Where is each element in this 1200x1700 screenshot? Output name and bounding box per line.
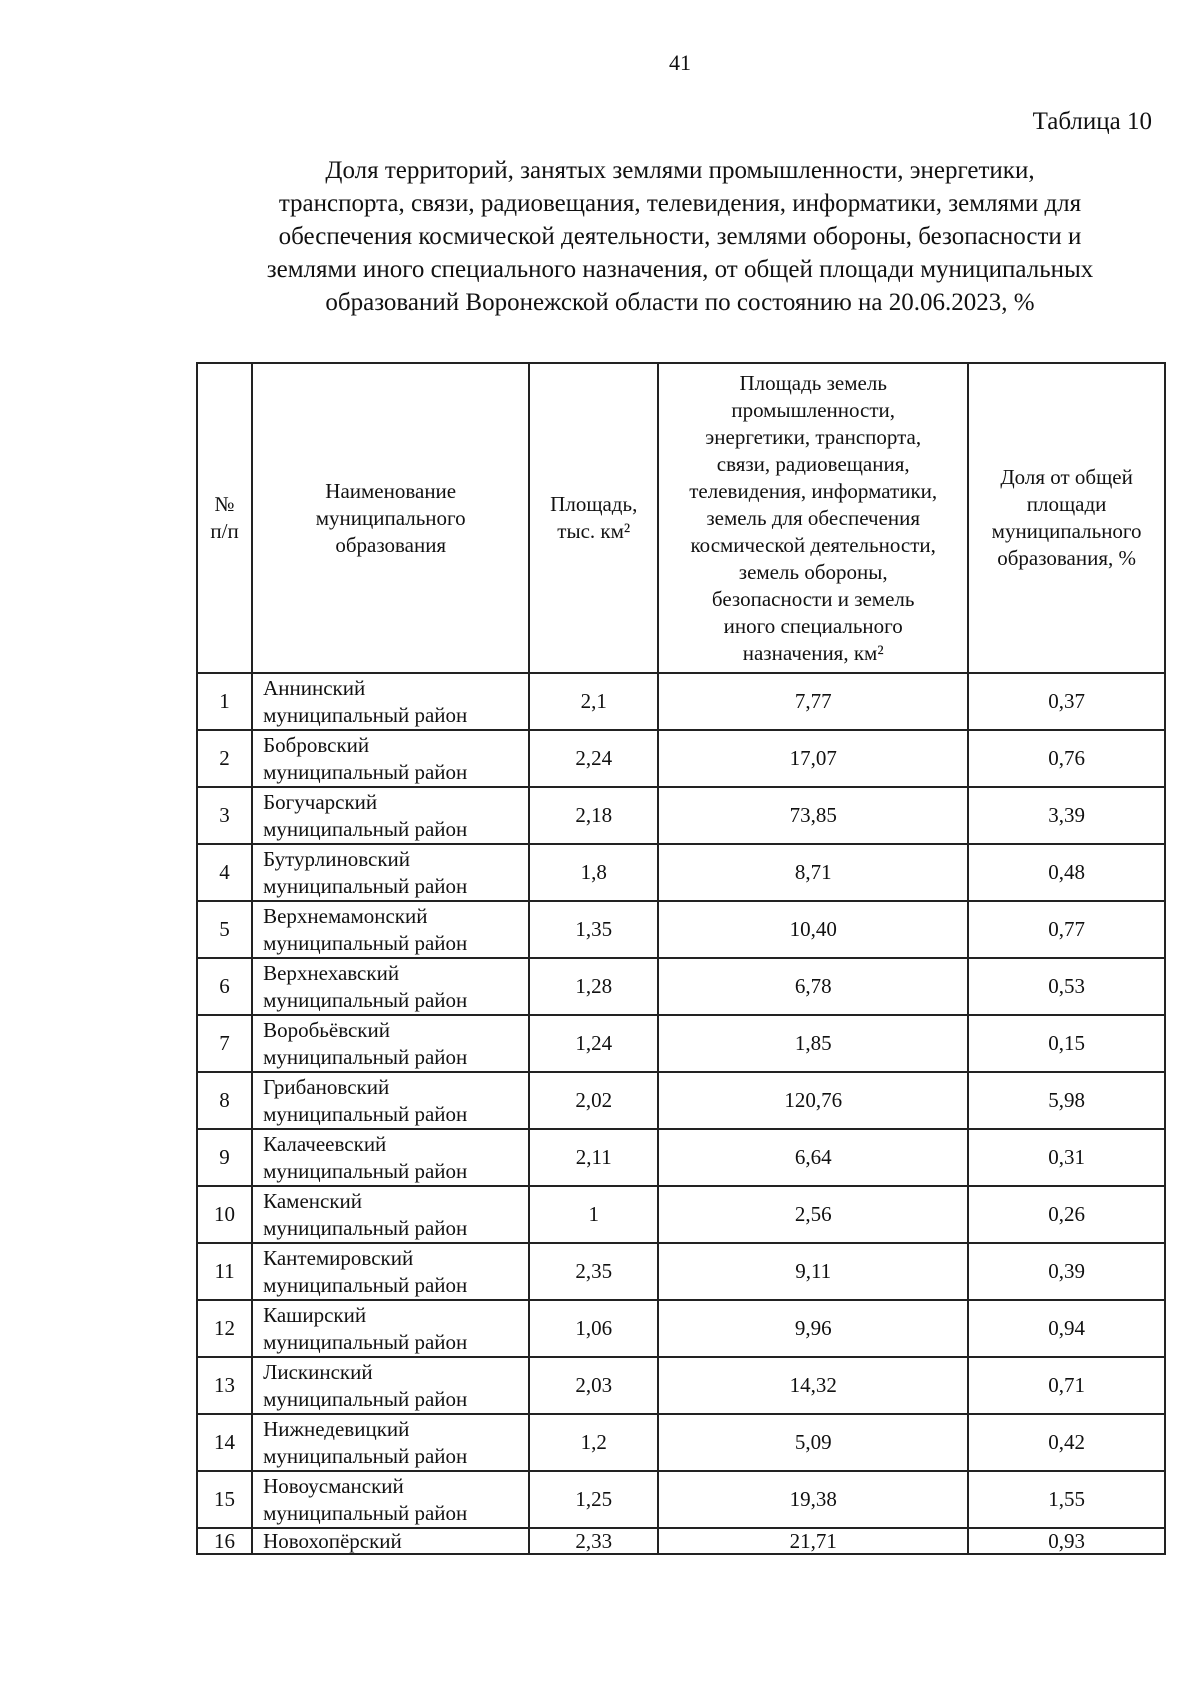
cell-share: 1,55 (968, 1471, 1165, 1528)
cell-area: 2,33 (529, 1528, 658, 1554)
district-type: муниципальный район (263, 1272, 468, 1297)
cell-area: 1 (529, 1186, 658, 1243)
cell-area: 2,11 (529, 1129, 658, 1186)
cell-area: 1,25 (529, 1471, 658, 1528)
cell-share: 0,77 (968, 901, 1165, 958)
cell-num: 4 (197, 844, 252, 901)
cell-land-area: 21,71 (658, 1528, 968, 1554)
cell-name (252, 1357, 529, 1414)
district-type: муниципальный район (263, 930, 468, 955)
cell-share: 0,26 (968, 1186, 1165, 1243)
header-text: п/п (210, 519, 239, 543)
header-text: космической деятельности, (690, 532, 936, 557)
cell-land-area: 7,77 (658, 673, 968, 730)
cell-name (252, 673, 529, 730)
header-text: телевидения, информатики, (689, 478, 938, 503)
cell-area: 1,35 (529, 901, 658, 958)
title-line: образований Воронежской области по состоянию на 20.06.2023, % (325, 289, 1035, 316)
district-type: муниципальный район (263, 1500, 468, 1525)
cell-land-area: 6,78 (658, 958, 968, 1015)
cell-share: 0,76 (968, 730, 1165, 787)
cell-num: 13 (197, 1357, 252, 1414)
title-line: Доля территорий, занятых землями промышленности, энергетики, (325, 157, 1035, 184)
cell-share: 0,94 (968, 1300, 1165, 1357)
cell-name (252, 844, 529, 901)
table-row (197, 901, 1165, 958)
header-text: Площадь земель (739, 370, 887, 395)
district-type: муниципальный район (263, 816, 468, 841)
table-row (197, 1015, 1165, 1072)
district-name: Аннинский (263, 675, 366, 700)
cell-land-area: 2,56 (658, 1186, 968, 1243)
district-name: Бобровский (263, 732, 370, 757)
district-type: муниципальный район (263, 1101, 468, 1126)
cell-num: 5 (197, 901, 252, 958)
cell-name (252, 1471, 529, 1528)
cell-share: 0,71 (968, 1357, 1165, 1414)
district-name: Воробьёвский (263, 1017, 390, 1042)
table-row (197, 673, 1165, 730)
header-land-area (658, 363, 968, 673)
header-text: площади (1026, 492, 1107, 516)
cell-share: 0,15 (968, 1015, 1165, 1072)
header-text: назначения, км² (742, 640, 884, 665)
cell-land-area: 8,71 (658, 844, 968, 901)
cell-num: 3 (197, 787, 252, 844)
cell-area: 1,24 (529, 1015, 658, 1072)
cell-area: 1,8 (529, 844, 658, 901)
cell-name (252, 1414, 529, 1471)
cell-num: 11 (197, 1243, 252, 1300)
district-type: муниципальный район (263, 1386, 468, 1411)
table-row (197, 1129, 1165, 1186)
table-row (197, 730, 1165, 787)
cell-num: 8 (197, 1072, 252, 1129)
table-row (197, 1414, 1165, 1471)
cell-share: 0,42 (968, 1414, 1165, 1471)
cell-name (252, 1015, 529, 1072)
district-type: муниципальный район (263, 702, 468, 727)
district-name: Нижнедевицкий (263, 1416, 410, 1441)
district-name: Верхнемамонский (263, 903, 428, 928)
cell-area: 2,02 (529, 1072, 658, 1129)
header-text: иного специального (723, 613, 903, 638)
cell-num: 1 (197, 673, 252, 730)
cell-num: 10 (197, 1186, 252, 1243)
table-row (197, 958, 1165, 1015)
cell-land-area: 1,85 (658, 1015, 968, 1072)
cell-num: 12 (197, 1300, 252, 1357)
title-line: транспорта, связи, радиовещания, телевидения, информатики, землями для (278, 190, 1082, 217)
header-text: энергетики, транспорта, (705, 424, 922, 449)
header-text: безопасности и земель (711, 586, 915, 611)
table-row (197, 1300, 1165, 1357)
district-type: муниципальный район (263, 987, 468, 1012)
cell-land-area: 9,96 (658, 1300, 968, 1357)
cell-num: 16 (197, 1528, 252, 1554)
district-name: Верхнехавский (263, 960, 400, 985)
cell-area: 1,06 (529, 1300, 658, 1357)
cell-name (252, 1186, 529, 1243)
cell-num: 6 (197, 958, 252, 1015)
header-text: связи, радиовещания, (716, 451, 910, 476)
header-name (252, 363, 529, 673)
header-text: Доля от общей (1000, 465, 1133, 489)
page-number: 41 (669, 50, 691, 75)
cell-land-area: 9,11 (658, 1243, 968, 1300)
district-name: Новохопёрский (263, 1529, 402, 1553)
district-type: муниципальный район (263, 1044, 468, 1069)
header-text: промышленности, (731, 397, 896, 422)
cell-name (252, 1243, 529, 1300)
district-name: Кантемировский (263, 1245, 414, 1270)
title-line: обеспечения космической деятельности, землями обороны, безопасности и (278, 223, 1082, 250)
header-text: образования (335, 532, 447, 557)
table-row (197, 1072, 1165, 1129)
district-name: Каширский (263, 1302, 367, 1327)
cell-area: 1,28 (529, 958, 658, 1015)
cell-land-area: 19,38 (658, 1471, 968, 1528)
cell-name (252, 730, 529, 787)
cell-area: 2,35 (529, 1243, 658, 1300)
cell-name (252, 787, 529, 844)
header-text: образования, % (997, 546, 1136, 570)
cell-land-area: 17,07 (658, 730, 968, 787)
header-text: тыс. км² (557, 519, 631, 543)
table-row (197, 787, 1165, 844)
header-num (197, 363, 252, 673)
cell-land-area: 14,32 (658, 1357, 968, 1414)
table-label: Таблица 10 (1032, 108, 1152, 135)
header-area (529, 363, 658, 673)
land-share-table (196, 362, 1166, 1555)
district-name: Новоусманский (263, 1473, 404, 1498)
document-title (190, 154, 1170, 319)
district-type: муниципальный район (263, 759, 468, 784)
cell-name (252, 958, 529, 1015)
cell-num: 2 (197, 730, 252, 787)
table-row (197, 1357, 1165, 1414)
header-text: муниципального (315, 505, 466, 530)
cell-land-area: 10,40 (658, 901, 968, 958)
cell-share: 0,93 (968, 1528, 1165, 1554)
cell-share: 5,98 (968, 1072, 1165, 1129)
district-name: Грибановский (263, 1074, 390, 1099)
header-text: Наименование (325, 478, 457, 503)
table-row (197, 1243, 1165, 1300)
cell-land-area: 73,85 (658, 787, 968, 844)
cell-share: 0,37 (968, 673, 1165, 730)
cell-num: 9 (197, 1129, 252, 1186)
title-line: землями иного специального назначения, от общей площади муниципальных (266, 256, 1094, 283)
table-row (197, 844, 1165, 901)
cell-share: 3,39 (968, 787, 1165, 844)
district-type: муниципальный район (263, 1443, 468, 1468)
district-name: Каменский (263, 1188, 363, 1213)
cell-name (252, 1072, 529, 1129)
district-name: Калачеевский (263, 1131, 387, 1156)
header-text: № (214, 492, 235, 516)
district-type: муниципальный район (263, 1158, 468, 1183)
cell-name (252, 1528, 529, 1554)
cell-share: 0,48 (968, 844, 1165, 901)
cell-name (252, 1300, 529, 1357)
district-name: Лискинский (263, 1359, 373, 1384)
table-row (197, 1186, 1165, 1243)
table-body (197, 673, 1165, 1554)
district-name: Богучарский (263, 789, 378, 814)
district-type: муниципальный район (263, 1215, 468, 1240)
cell-share: 0,31 (968, 1129, 1165, 1186)
cell-num: 15 (197, 1471, 252, 1528)
cell-area: 2,1 (529, 673, 658, 730)
table-header-row (197, 363, 1165, 673)
cell-num: 7 (197, 1015, 252, 1072)
district-type: муниципальный район (263, 873, 468, 898)
table-row (197, 1528, 1165, 1554)
cell-num: 14 (197, 1414, 252, 1471)
district-name: Бутурлиновский (263, 846, 411, 871)
cell-area: 2,18 (529, 787, 658, 844)
cell-name (252, 901, 529, 958)
cell-area: 2,24 (529, 730, 658, 787)
header-share (968, 363, 1165, 673)
cell-name (252, 1129, 529, 1186)
header-text: муниципального (991, 519, 1142, 543)
cell-land-area: 120,76 (658, 1072, 968, 1129)
district-type: муниципальный район (263, 1329, 468, 1354)
cell-share: 0,39 (968, 1243, 1165, 1300)
header-text: земель обороны, (738, 559, 888, 584)
cell-land-area: 6,64 (658, 1129, 968, 1186)
cell-land-area: 5,09 (658, 1414, 968, 1471)
header-text: земель для обеспечения (706, 505, 921, 530)
table-row (197, 1471, 1165, 1528)
header-text: Площадь, (550, 492, 638, 516)
cell-area: 1,2 (529, 1414, 658, 1471)
cell-area: 2,03 (529, 1357, 658, 1414)
cell-share: 0,53 (968, 958, 1165, 1015)
